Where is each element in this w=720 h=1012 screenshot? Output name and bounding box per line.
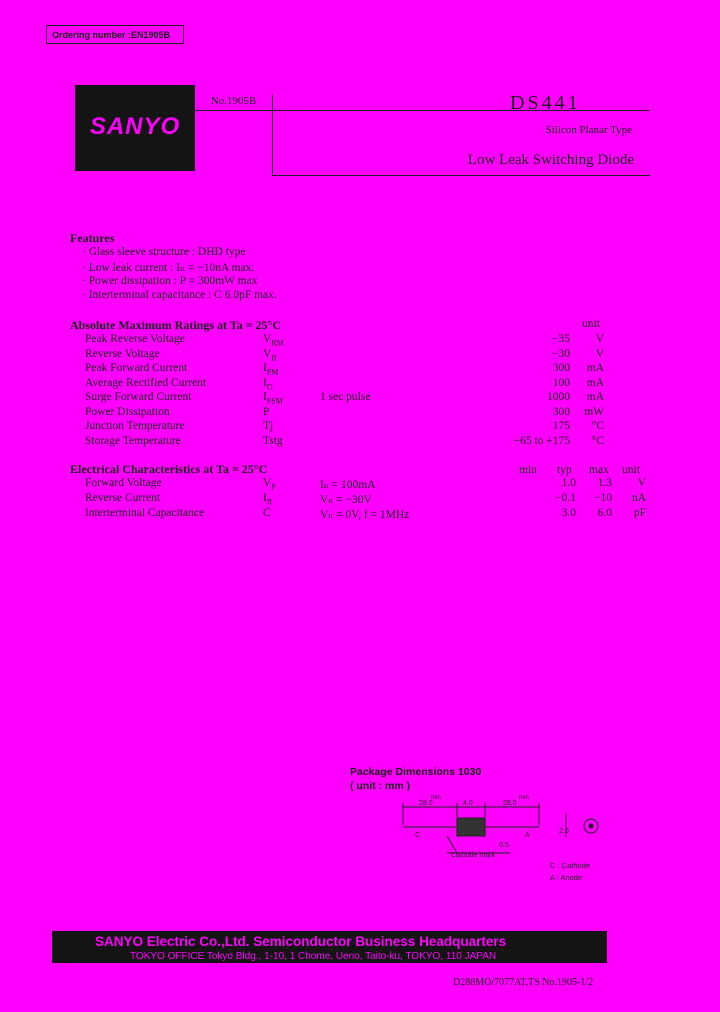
abs-max-value: −65 to +175 — [513, 434, 570, 447]
abs-max-value: 300 — [552, 405, 570, 418]
elec-unit: nA — [631, 492, 646, 504]
elec-typ: −0.1 — [555, 492, 576, 504]
end-view-inner — [589, 824, 593, 828]
document-number: No.1905B — [195, 92, 272, 111]
abs-max-param: Junction Temperature — [85, 420, 185, 432]
elec-param: Forward Voltage — [85, 477, 162, 489]
abs-max-unit: mA — [586, 362, 604, 374]
abs-max-symbol — [263, 362, 278, 376]
elec-symbol-sub: F — [271, 482, 276, 492]
elec-symbol — [263, 507, 271, 521]
abs-max-param: Surge Forward Current — [85, 391, 192, 403]
abs-max-value: 300 — [552, 362, 570, 374]
package-heading: Package Dimensions 1030 — [350, 766, 482, 778]
elec-symbol — [263, 492, 272, 506]
abs-max-symbol-sub: FSM — [266, 396, 283, 406]
abs-max-heading: Absolute Maximum Ratings at Ta = 25°C — [70, 318, 281, 332]
dim-body-label: 4.0 — [463, 800, 473, 807]
abs-max-symbol-main: I — [263, 391, 267, 403]
abs-max-unit: mA — [586, 391, 604, 403]
elec-typ: 1.0 — [561, 477, 576, 489]
abs-max-value: −30 — [552, 347, 570, 360]
abs-max-param: Storage Temperature — [85, 434, 181, 447]
abs-max-symbol — [263, 420, 273, 434]
abs-max-symbol-main: Tj — [263, 420, 274, 432]
elec-param: Interterminal Capacitance — [85, 507, 205, 519]
abs-max-symbol — [263, 435, 283, 449]
diode-body — [457, 818, 485, 836]
abs-max-unit: V — [595, 347, 604, 360]
abs-max-value: −35 — [552, 333, 570, 345]
cathode-pointer — [447, 836, 457, 853]
elec-max: −10 — [594, 492, 612, 504]
abs-max-unit: °C — [591, 434, 604, 447]
abs-max-symbol-sub: R — [271, 352, 277, 362]
part-number: DS441 — [510, 92, 581, 114]
abs-max-symbol — [263, 391, 283, 405]
elec-condition: Vₙ = −30V — [320, 494, 372, 506]
lead-dia-label: 0.5 — [499, 842, 509, 849]
elec-param: Reverse Current — [85, 492, 161, 504]
elec-col-unit: unit — [622, 464, 640, 476]
pin-c-label: C — [415, 832, 421, 839]
pin-a-label: A — [525, 832, 530, 839]
abs-max-symbol-sub: O — [266, 381, 273, 391]
abs-max-value: 1000 — [547, 391, 570, 403]
abs-max-symbol-main: V — [263, 347, 272, 360]
elec-heading: Electrical Characteristics at Ta = 25°C — [70, 462, 268, 476]
abs-max-symbol — [263, 377, 273, 391]
elec-condition: Vₙ = 0V, f = 1MHz — [320, 509, 410, 521]
abs-max-param: Reverse Voltage — [85, 347, 160, 360]
cathode-mark-label: Cathode mark — [451, 852, 495, 859]
elec-unit: V — [637, 477, 646, 489]
feature-item: · Interterminal capacitance : C 6.0pF max. — [82, 289, 277, 301]
abs-max-symbol — [263, 348, 277, 362]
abs-max-param: Power Dissipation — [85, 405, 170, 418]
elec-symbol-main: V — [263, 477, 272, 489]
sanyo-logo: SANYO — [89, 113, 181, 140]
abs-max-symbol-main: P — [263, 405, 270, 418]
dim-left-min: min — [431, 795, 441, 801]
abs-max-symbol-main: Tstg — [263, 434, 283, 447]
abs-max-value: 100 — [552, 376, 570, 389]
feature-item: · Low leak current : Iₙ = −10nA max. — [82, 262, 255, 274]
title-divider-bottom — [272, 175, 650, 176]
features-heading: Features — [70, 231, 115, 245]
ordering-number: Ordering number :EN1905B — [46, 25, 184, 44]
elec-typ: 3.0 — [561, 507, 576, 519]
dim-left-label: 28.0 — [419, 800, 433, 807]
abs-max-unit: mW — [584, 405, 604, 418]
device-subtype: Silicon Planar Type — [545, 124, 632, 136]
abs-max-unit: V — [595, 333, 604, 345]
footer-code: D288MO/7077AT,TS No.1905-1/2 — [453, 977, 594, 988]
abs-max-param: Peak Reverse Voltage — [85, 333, 185, 345]
abs-max-param: Average Rectified Current — [85, 376, 207, 389]
abs-max-symbol-sub: RM — [271, 338, 284, 348]
abs-max-condition: 1 sec pulse — [320, 391, 371, 403]
elec-max: 6.0 — [597, 507, 612, 519]
title-divider-vertical — [272, 95, 273, 175]
dim-right-label: 28.0 — [503, 800, 517, 807]
feature-item: · Glass sleeve structure : DHD type — [82, 246, 246, 258]
abs-max-symbol-main: V — [263, 333, 272, 345]
elec-unit: pF — [633, 507, 646, 519]
elec-max: 1.3 — [597, 477, 612, 489]
elec-condition: Iₙ = 100mA — [320, 479, 376, 491]
footer-office: TOKYO OFFICE Tokyo Bldg., 1-10, 1 Chome, Ueno, Taito-ku, TOKYO, 110 JAPAN — [130, 951, 497, 962]
package-unit: ( unit : mm ) — [350, 780, 411, 792]
device-title: Low Leak Switching Diode — [467, 152, 634, 168]
body-dia-label: 2.0 — [559, 828, 569, 835]
elec-col-min: min — [519, 464, 537, 476]
abs-max-symbol — [263, 406, 269, 420]
package-drawing — [395, 795, 615, 895]
elec-symbol-main: C — [263, 507, 271, 519]
abs-max-unit-header: unit — [582, 318, 600, 330]
abs-max-symbol-sub: FM — [266, 367, 279, 377]
feature-item: · Power dissipation : P = 300mW max — [82, 275, 258, 287]
dim-right-min: min — [519, 795, 529, 801]
elec-symbol — [263, 477, 276, 491]
abs-max-unit: °C — [591, 420, 604, 432]
elec-symbol-sub: R — [266, 497, 273, 507]
abs-max-unit: mA — [586, 376, 604, 389]
abs-max-param: Peak Forward Current — [85, 362, 188, 374]
abs-max-value: 175 — [552, 420, 570, 432]
legend-anode: A : Anode — [550, 873, 583, 882]
abs-max-symbol — [263, 333, 284, 347]
abs-max-symbol-main: I — [263, 362, 267, 374]
elec-col-typ: typ — [557, 464, 572, 476]
footer-company: SANYO Electric Co.,Ltd. Semiconductor Business Headquarters — [95, 934, 507, 949]
elec-col-max: max — [589, 464, 609, 476]
elec-symbol-main: I — [263, 492, 267, 504]
legend-cathode: C : Cathode — [550, 861, 591, 870]
abs-max-symbol-main: I — [263, 376, 267, 389]
